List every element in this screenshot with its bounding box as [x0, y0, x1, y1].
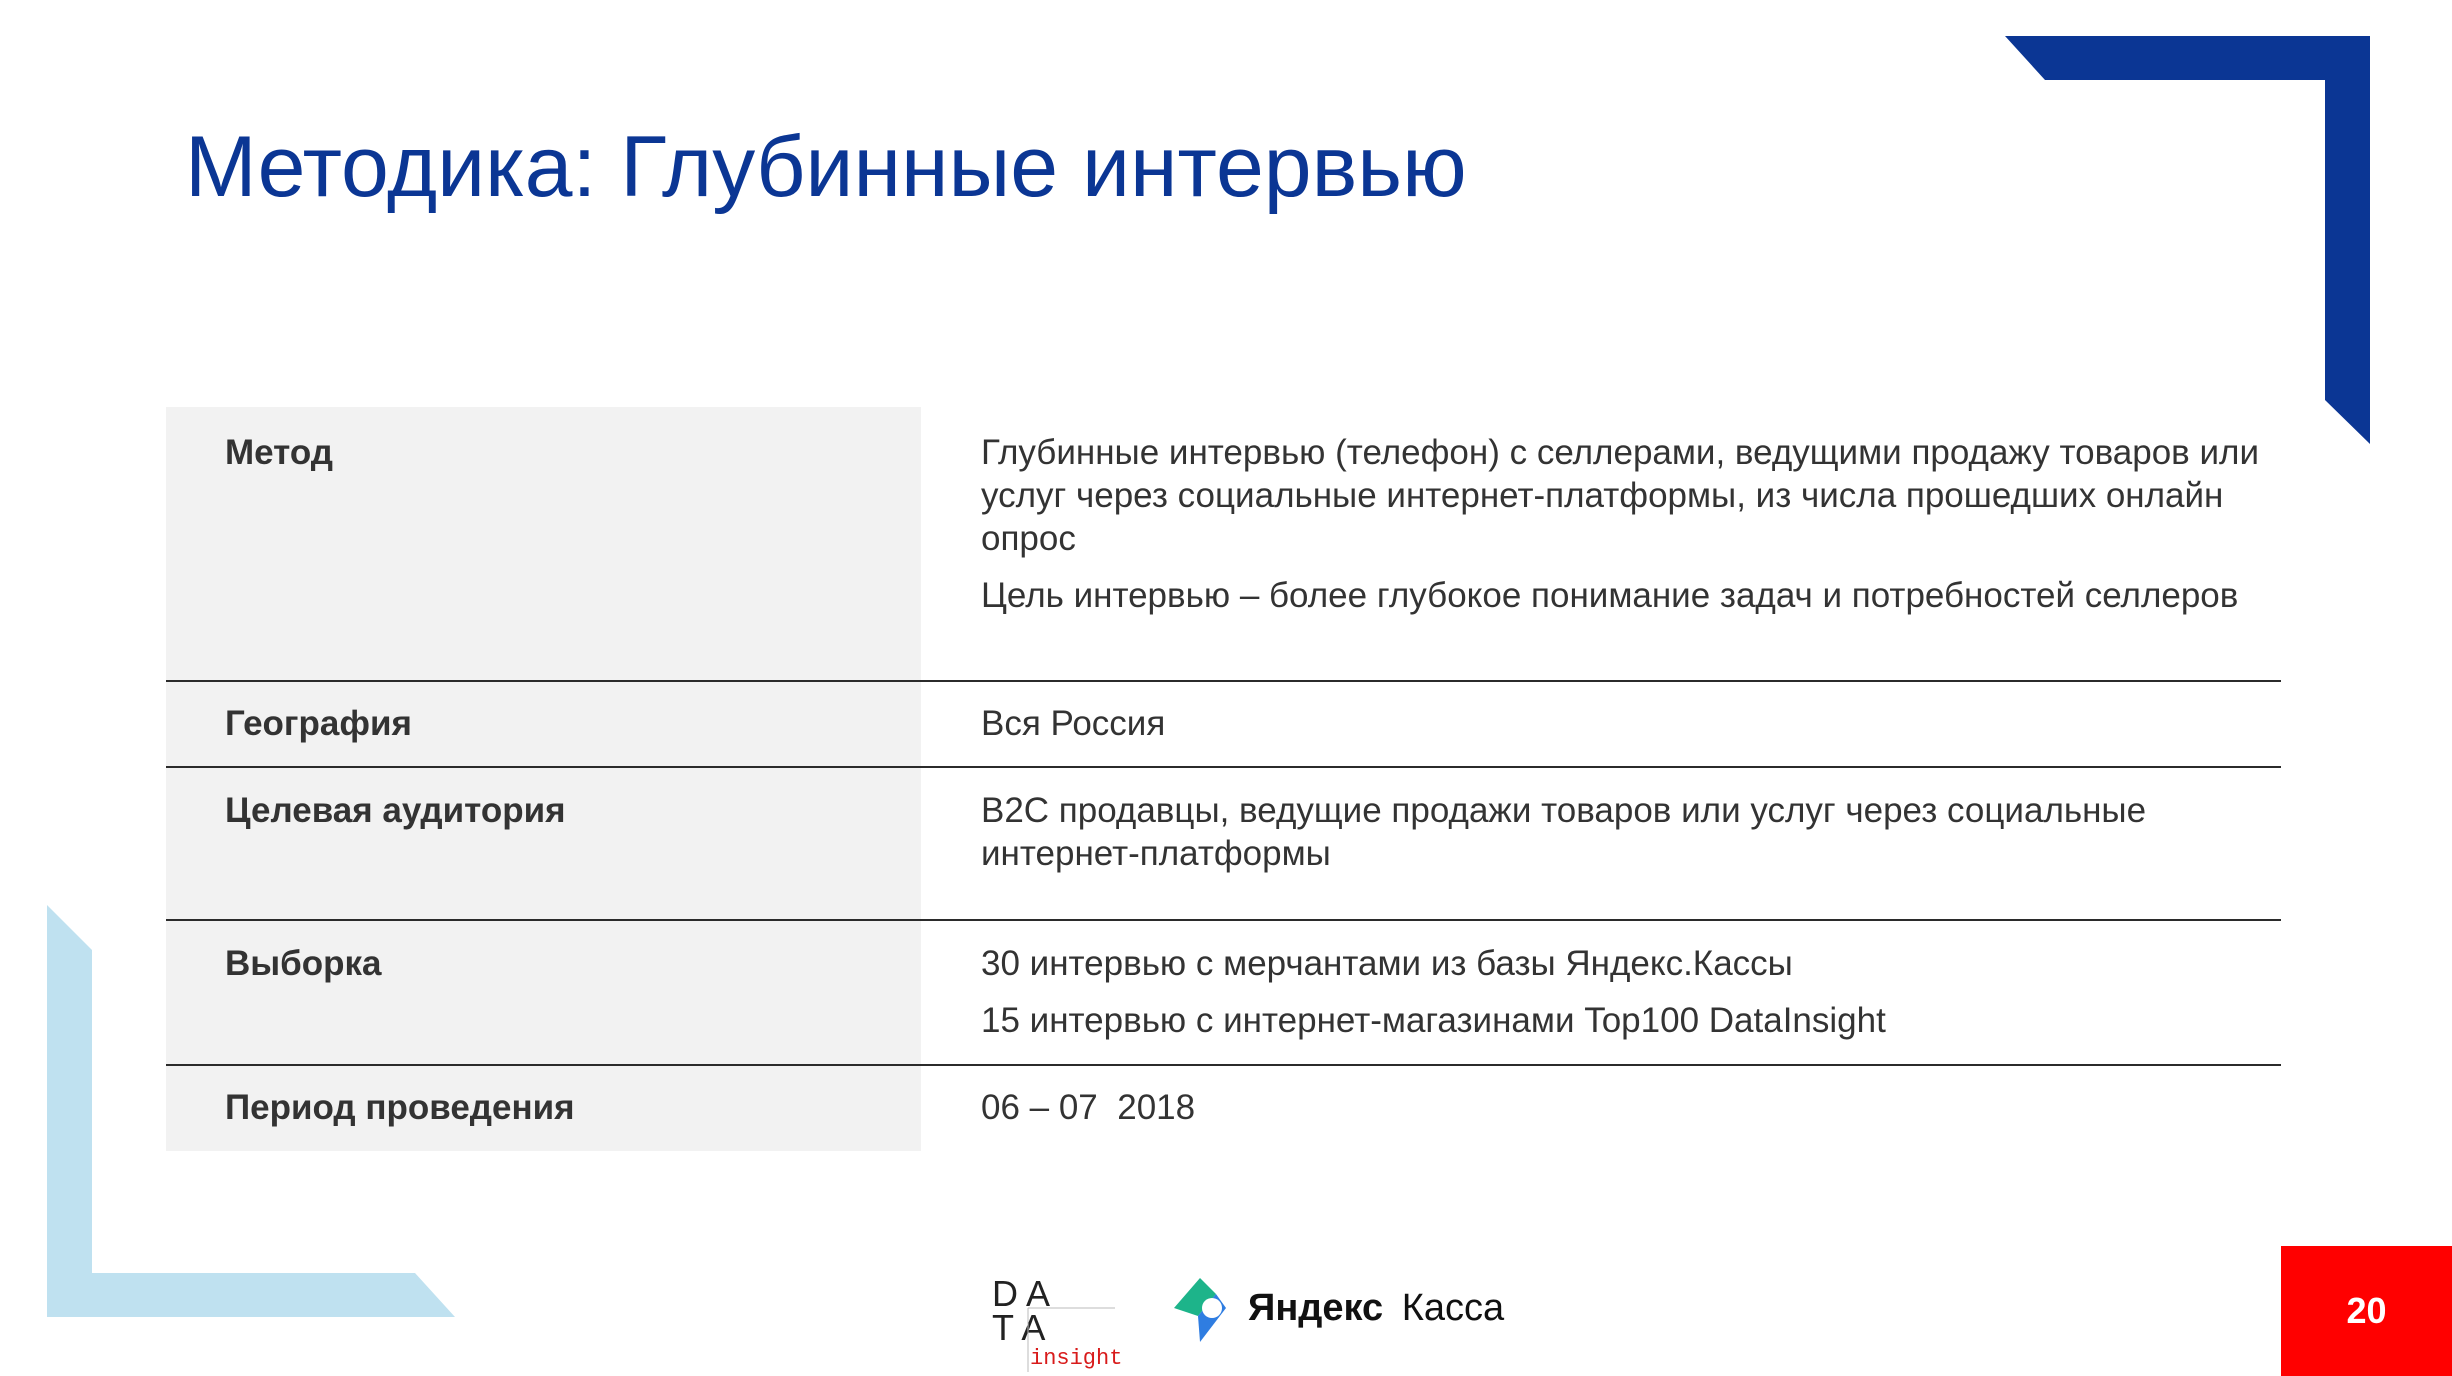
logo-data-line1: D A: [992, 1273, 1051, 1314]
row-label: География: [225, 704, 412, 743]
row-label: Период проведения: [225, 1088, 575, 1127]
row-label-cell: [166, 1065, 921, 1151]
table-row-method: [166, 407, 2281, 681]
row-label-cell: [166, 681, 921, 767]
slide-title: Методика: Глубинные интервью: [185, 119, 1467, 215]
row-label: Выборка: [225, 944, 382, 983]
logo-data-tagline: insight: [1030, 1346, 1123, 1371]
row-label-cell: [166, 767, 921, 920]
data-insight-logo: [990, 1272, 1123, 1372]
page-number: 20: [2346, 1290, 2387, 1331]
table-row-geography: [166, 681, 2281, 767]
yandex-kassa-mark-icon: [1174, 1278, 1226, 1342]
row-label-cell: [166, 407, 921, 681]
row-value-text: 30 интервью с мерчантами из базы Яндекс.Кассы: [981, 944, 1793, 983]
row-value-cell: [921, 407, 2281, 681]
row-value-cell: [921, 681, 2281, 767]
yandex-kassa-text-regular: Касса: [1401, 1287, 1505, 1329]
row-label-cell: [166, 920, 921, 1065]
table-row-sample: [166, 920, 2281, 1065]
svg-text:Яндекс Касса: [1248, 1287, 1505, 1329]
row-value-text: 15 интервью с интернет-магазинами Top100 DataInsight: [981, 1001, 1886, 1040]
logo-data-line2: T A: [992, 1307, 1046, 1348]
row-value-cell: [921, 1065, 2281, 1151]
info-table: [166, 407, 2281, 1151]
page-number-badge: [2281, 1246, 2452, 1376]
yandex-kassa-text-bold: Яндекс: [1248, 1287, 1384, 1329]
row-value-text: B2C продавцы, ведущие продажи товаров или услуг через социальные интернет-платформы: [981, 791, 2147, 873]
row-value-text: 06 – 07 2018: [981, 1088, 1196, 1127]
row-value-text: Глубинные интервью (телефон) с селлерами, ведущими продажу товаров или услуг через социальные интернет-платформы, из числа прошедших онлайн опрос: [981, 433, 2260, 558]
yandex-kassa-logo: [1170, 1268, 1505, 1348]
row-value-text: Вся Россия: [981, 704, 1166, 743]
corner-decoration-top-right: [2005, 36, 2415, 444]
row-value-text: Цель интервью – более глубокое понимание задач и потребностей селлеров: [981, 576, 2239, 615]
table-row-period: [166, 1065, 2281, 1151]
row-value-cell: [921, 920, 2281, 1065]
table-row-target-audience: [166, 767, 2281, 920]
row-label: Метод: [225, 433, 333, 472]
row-label: Целевая аудитория: [225, 791, 566, 830]
row-value-cell: [921, 767, 2281, 920]
